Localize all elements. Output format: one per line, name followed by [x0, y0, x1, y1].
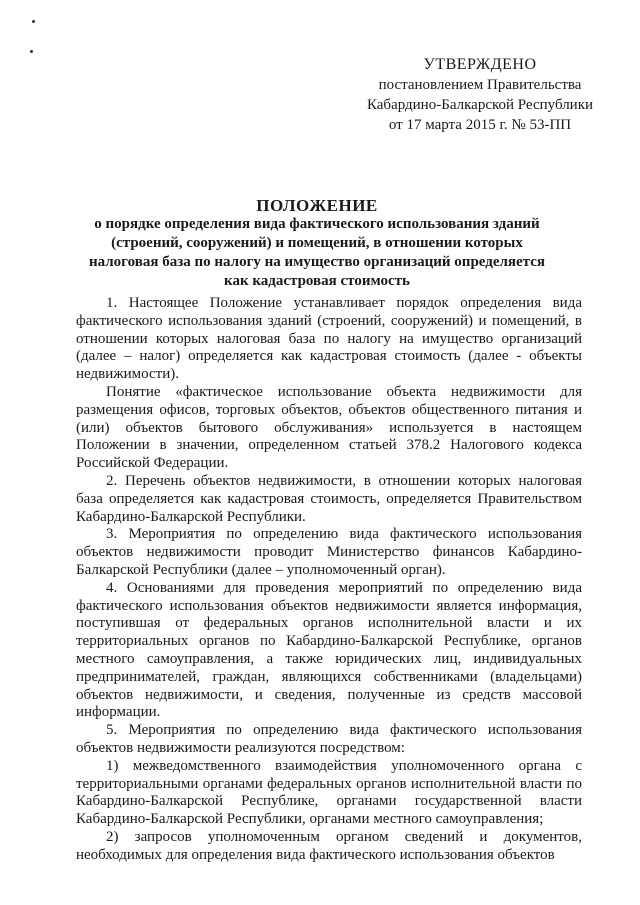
paragraph: 4. Основаниями для проведения мероприятий по определению вида фактического использования объектов недвижимости является информация, поступившая от федеральных органов исполнительной власти и их территориальных органов по Кабардино-Балкарской Республике, органов местного самоуправления, а также юридических лиц, индивидуальных предпринимателей, граждан, являющихся собственниками (владельцами) объектов недвижимости, и сведения, полученные из средств массовой информации.: [76, 579, 582, 721]
scan-mark: [32, 20, 35, 23]
approval-line: постановлением Правительства: [378, 77, 582, 93]
paragraph: Понятие «фактическое использование объекта недвижимости для размещения офисов, торговых объектов, объектов общественного питания и (или) объектов бытового обслуживания» используется в настоящем Положении в значении, определенном статьей 378.2 Налогового кодекса Российской Федерации.: [76, 383, 582, 472]
document-title-block: [82, 196, 552, 291]
approval-line: от 17 марта 2015 г. № 53-ПП: [388, 117, 572, 133]
paragraph: 3. Мероприятия по определению вида фактического использования объектов недвижимости проводит Министерство финансов Кабардино-Балкарской Республики (далее – уполномоченный орган).: [76, 526, 582, 578]
approval-stamp: [360, 55, 600, 135]
document-body: [76, 295, 582, 865]
paragraph: 1) межведомственного взаимодействия уполномоченного органа с территориальными органами федеральных органов исполнительной власти по Кабардино-Балкарской Республике, органами государственной власти Кабардино-Балкарской Республики, органами местного самоуправления;: [76, 757, 582, 828]
approval-line: Кабардино-Балкарской Республики: [366, 97, 594, 113]
document-title: ПОЛОЖЕНИЕ: [256, 196, 378, 215]
document-subtitle: о порядке определения вида фактического использования зданий (строений, сооружений) и помещений, в отношении которых налоговая база по налогу на имущество организаций определяется как кадастровая стоимость: [88, 216, 546, 289]
scan-mark: [30, 50, 33, 53]
paragraph: 5. Мероприятия по определению вида фактического использования объектов недвижимости реализуются посредством:: [76, 722, 582, 756]
paragraph: 2) запросов уполномоченным органом сведений и документов, необходимых для определения вида фактического использования объектов: [76, 828, 582, 863]
paragraph: 1. Настоящее Положение устанавливает порядок определения вида фактического использования зданий (строений, сооружений) и помещений, в отношении которых налоговая база по налогу на имущество организаций (далее – налог) определяется как кадастровая стоимость (далее - объекты недвижимости).: [76, 295, 582, 383]
paragraph: 2. Перечень объектов недвижимости, в отношении которых налоговая база определяется как кадастровая стоимость, определяется Правительством Кабардино-Балкарской Республики.: [76, 472, 582, 525]
approval-heading: УТВЕРЖДЕНО: [423, 56, 537, 73]
